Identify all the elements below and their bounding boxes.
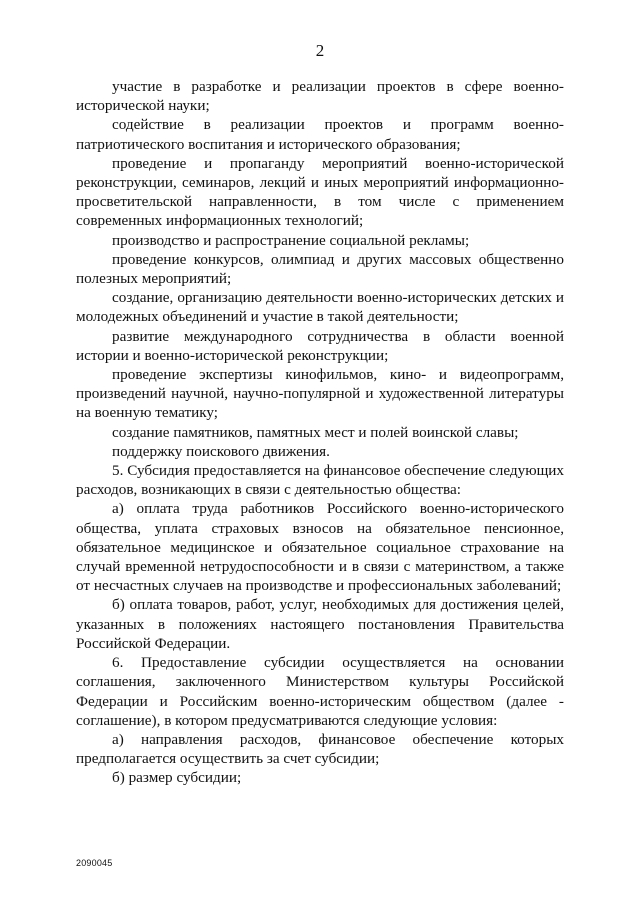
paragraph: проведение конкурсов, олимпиад и других массовых общественно полезных мероприятий;	[76, 250, 564, 288]
paragraph: а) направления расходов, финансовое обеспечение которых предполагается осуществить за счет субсидии;	[76, 730, 564, 768]
paragraph: производство и распространение социальной рекламы;	[112, 231, 470, 249]
paragraph: развитие международного сотрудничества в области военной истории и военно-исторической реконструкции;	[76, 327, 564, 364]
paragraph: а) оплата труда работников Российского военно-исторического общества, уплата страховых взносов на обязательное пенсионное, обязательное медицинское и обязательное социальное страхование на случай временной нетрудоспособности и в связи с материнством, а также от несчастных случаев на производстве и профессиональных заболеваний;	[76, 500, 564, 595]
footer-code: 2090045	[76, 858, 113, 868]
paragraph: участие в разработке и реализации проектов в сфере военно-исторической науки;	[76, 78, 564, 115]
paragraph: 6. Предоставление субсидии осуществляется на основании соглашения, заключенного Министерством культуры Российской Федерации и Российским военно-историческим обществом (далее - соглашение), в котором предусматриваются следующие условия:	[76, 654, 564, 729]
paragraph: поддержку поискового движения.	[112, 442, 330, 460]
paragraph: б) оплата товаров, работ, услуг, необходимых для достижения целей, указанных в положениях настоящего постановления Правительства Российской Федерации.	[76, 596, 564, 652]
page-number: 2	[315, 41, 325, 60]
paragraph: проведение и пропаганду мероприятий военно-исторической реконструкции, семинаров, лекций и иных мероприятий информационно-просветительской направленности, в том числе с применением современных информационных технологий;	[76, 154, 564, 230]
paragraph: б) размер субсидии;	[112, 769, 242, 787]
paragraph: создание, организацию деятельности военно-исторических детских и молодежных объединений и участие в такой деятельности;	[76, 289, 564, 326]
paragraph: создание памятников, памятных мест и полей воинской славы;	[112, 423, 519, 441]
paragraph: проведение экспертизы кинофильмов, кино- и видеопрограмм, произведений научной, научно-популярной и художественной литературы на военную тематику;	[76, 366, 564, 422]
paragraph: содействие в реализации проектов и программ военно-патриотического воспитания и исторического образования;	[76, 116, 564, 153]
document-body	[76, 77, 564, 788]
paragraph: 5. Субсидия предоставляется на финансовое обеспечение следующих расходов, возникающих в связи с деятельностью общества:	[76, 462, 564, 499]
